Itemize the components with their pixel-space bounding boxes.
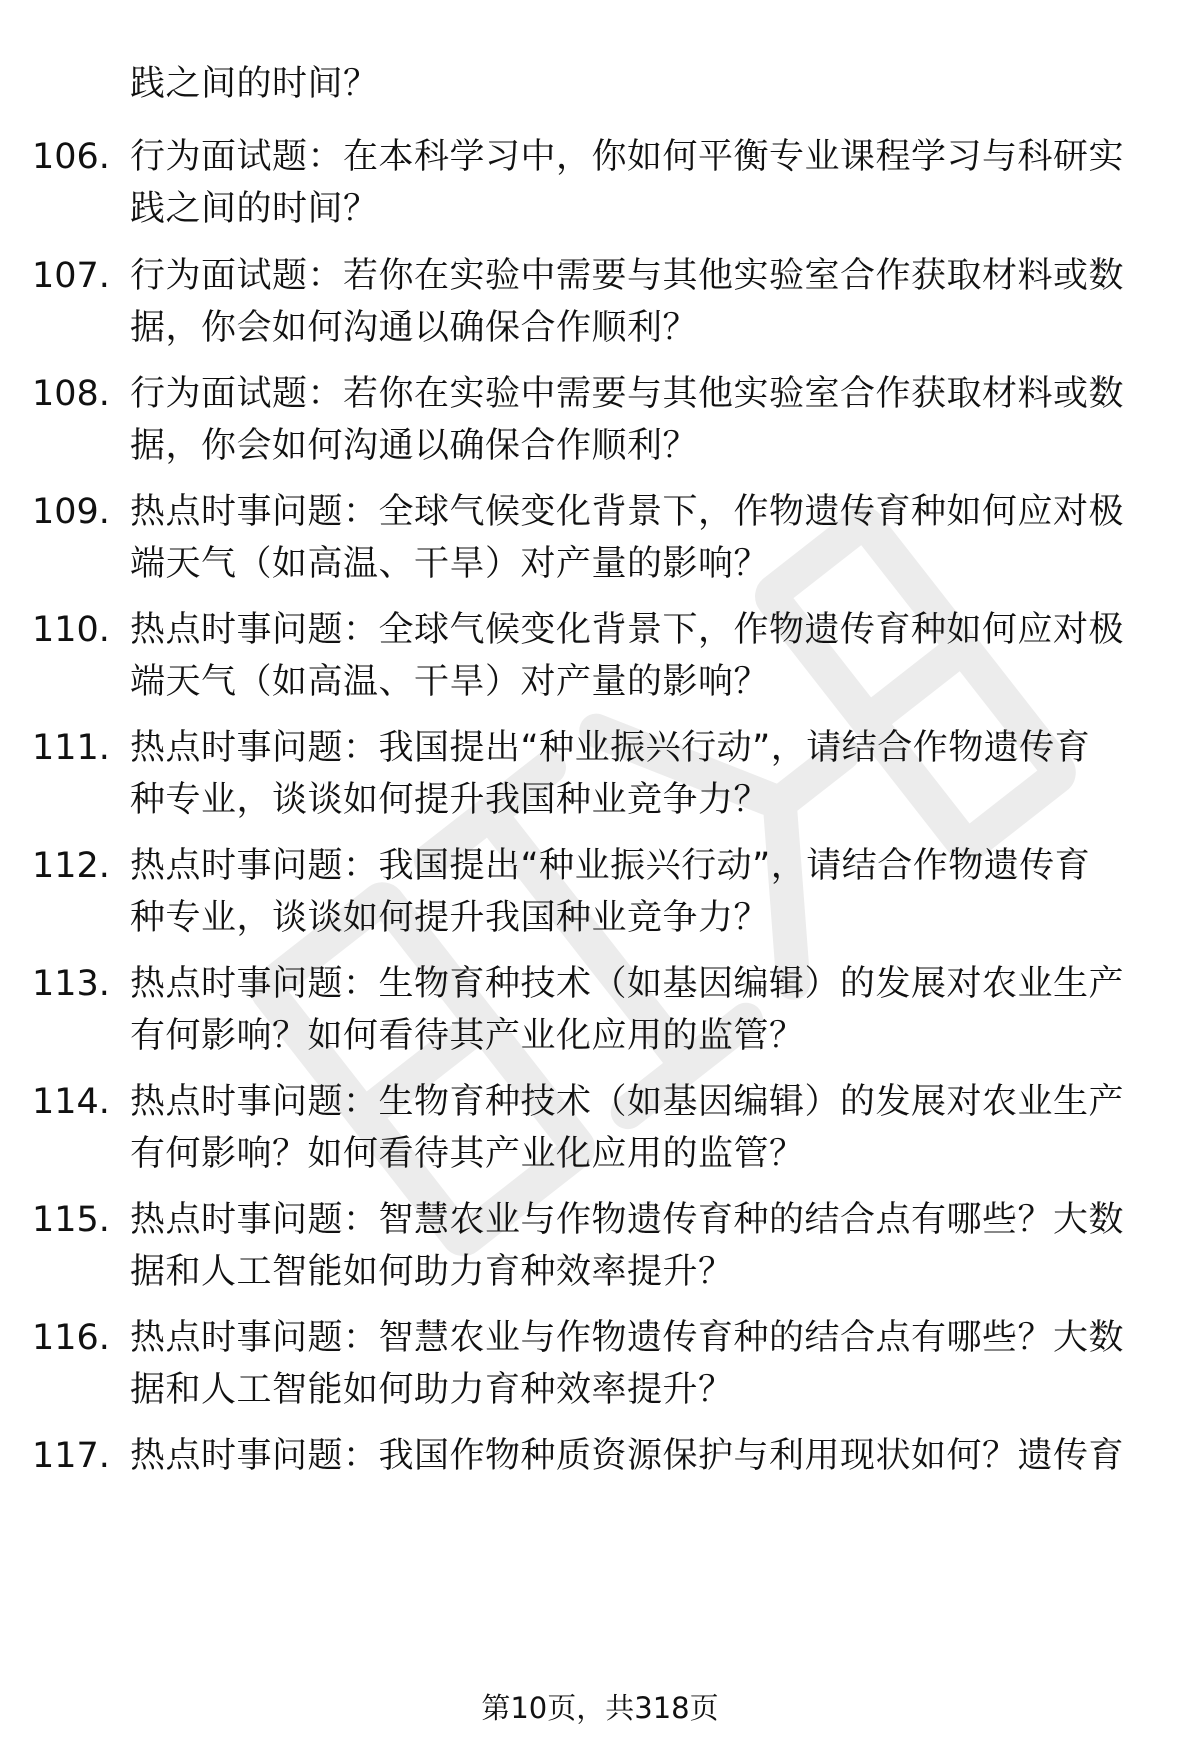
item-text-line: 热点时事问题：我国提出“种业振兴行动”，请结合作物遗传育: [130, 728, 1091, 768]
item-text-line: 行为面试题：若你在实验中需要与其他实验室合作获取材料或数: [130, 374, 1125, 414]
page-number: 第10页，共318页: [481, 1691, 719, 1725]
item-text-line: 热点时事问题：生物育种技术（如基因编辑）的发展对农业生产: [130, 964, 1125, 1004]
item-text-line: 行为面试题：在本科学习中，你如何平衡专业课程学习与科研实: [130, 137, 1125, 177]
item-text-line: 有何影响？如何看待其产业化应用的监管？: [130, 1016, 805, 1056]
item-text-line: 端天气（如高温、干旱）对产量的影响？: [130, 544, 770, 584]
item-text-line: 行为面试题：若你在实验中需要与其他实验室合作获取材料或数: [130, 256, 1125, 296]
item-text-line: 热点时事问题：智慧农业与作物遗传育种的结合点有哪些？大数: [130, 1200, 1125, 1240]
item-number: 110.: [32, 610, 110, 650]
item-text-line: 热点时事问题：智慧农业与作物遗传育种的结合点有哪些？大数: [130, 1318, 1125, 1358]
item-text: [130, 722, 1150, 826]
item-number: 111.: [32, 728, 110, 768]
item-text-line: 热点时事问题：我国提出“种业振兴行动”，请结合作物遗传育: [130, 846, 1091, 886]
item-text-line: 据和人工智能如何助力育种效率提升？: [130, 1370, 734, 1410]
item-number: 106.: [32, 137, 110, 177]
item-text-line: 种专业，谈谈如何提升我国种业竞争力？: [130, 898, 770, 938]
item-text: [130, 250, 1150, 354]
item-text: [130, 1076, 1150, 1180]
item-text-line: 据，你会如何沟通以确保合作顺利？: [130, 308, 699, 348]
item-text-line: 热点时事问题：全球气候变化背景下，作物遗传育种如何应对极: [130, 610, 1125, 650]
item-number: 117.: [32, 1436, 110, 1476]
item-text-line: 热点时事问题：全球气候变化背景下，作物遗传育种如何应对极: [130, 492, 1125, 532]
item-number: 116.: [32, 1318, 110, 1358]
item-number: 112.: [32, 846, 110, 886]
item-number: 115.: [32, 1200, 110, 1240]
item-text-line: 种专业，谈谈如何提升我国种业竞争力？: [130, 780, 770, 820]
item-text-line: 端天气（如高温、干旱）对产量的影响？: [130, 662, 770, 702]
continued-text: 践之间的时间？: [130, 64, 379, 104]
item-text-line: 热点时事问题：生物育种技术（如基因编辑）的发展对农业生产: [130, 1082, 1125, 1122]
item-number: 114.: [32, 1082, 110, 1122]
item-number: 109.: [32, 492, 110, 532]
item-text: [130, 1194, 1150, 1298]
item-text-line: 践之间的时间？: [130, 189, 379, 229]
item-text: [130, 840, 1150, 944]
item-text: [130, 604, 1150, 708]
item-text: [130, 1312, 1150, 1416]
item-number: 108.: [32, 374, 110, 414]
item-text: [130, 958, 1150, 1062]
item-number: 113.: [32, 964, 110, 1004]
item-text: [130, 1430, 1150, 1482]
item-number: 107.: [32, 256, 110, 296]
item-text-line: 据和人工智能如何助力育种效率提升？: [130, 1252, 734, 1292]
item-text-line: 热点时事问题：我国作物种质资源保护与利用现状如何？遗传育: [130, 1436, 1125, 1476]
item-text-line: 据，你会如何沟通以确保合作顺利？: [130, 426, 699, 466]
item-text: [130, 368, 1150, 472]
item-text: [130, 131, 1150, 235]
item-text-line: 有何影响？如何看待其产业化应用的监管？: [130, 1134, 805, 1174]
item-text: [130, 486, 1150, 590]
